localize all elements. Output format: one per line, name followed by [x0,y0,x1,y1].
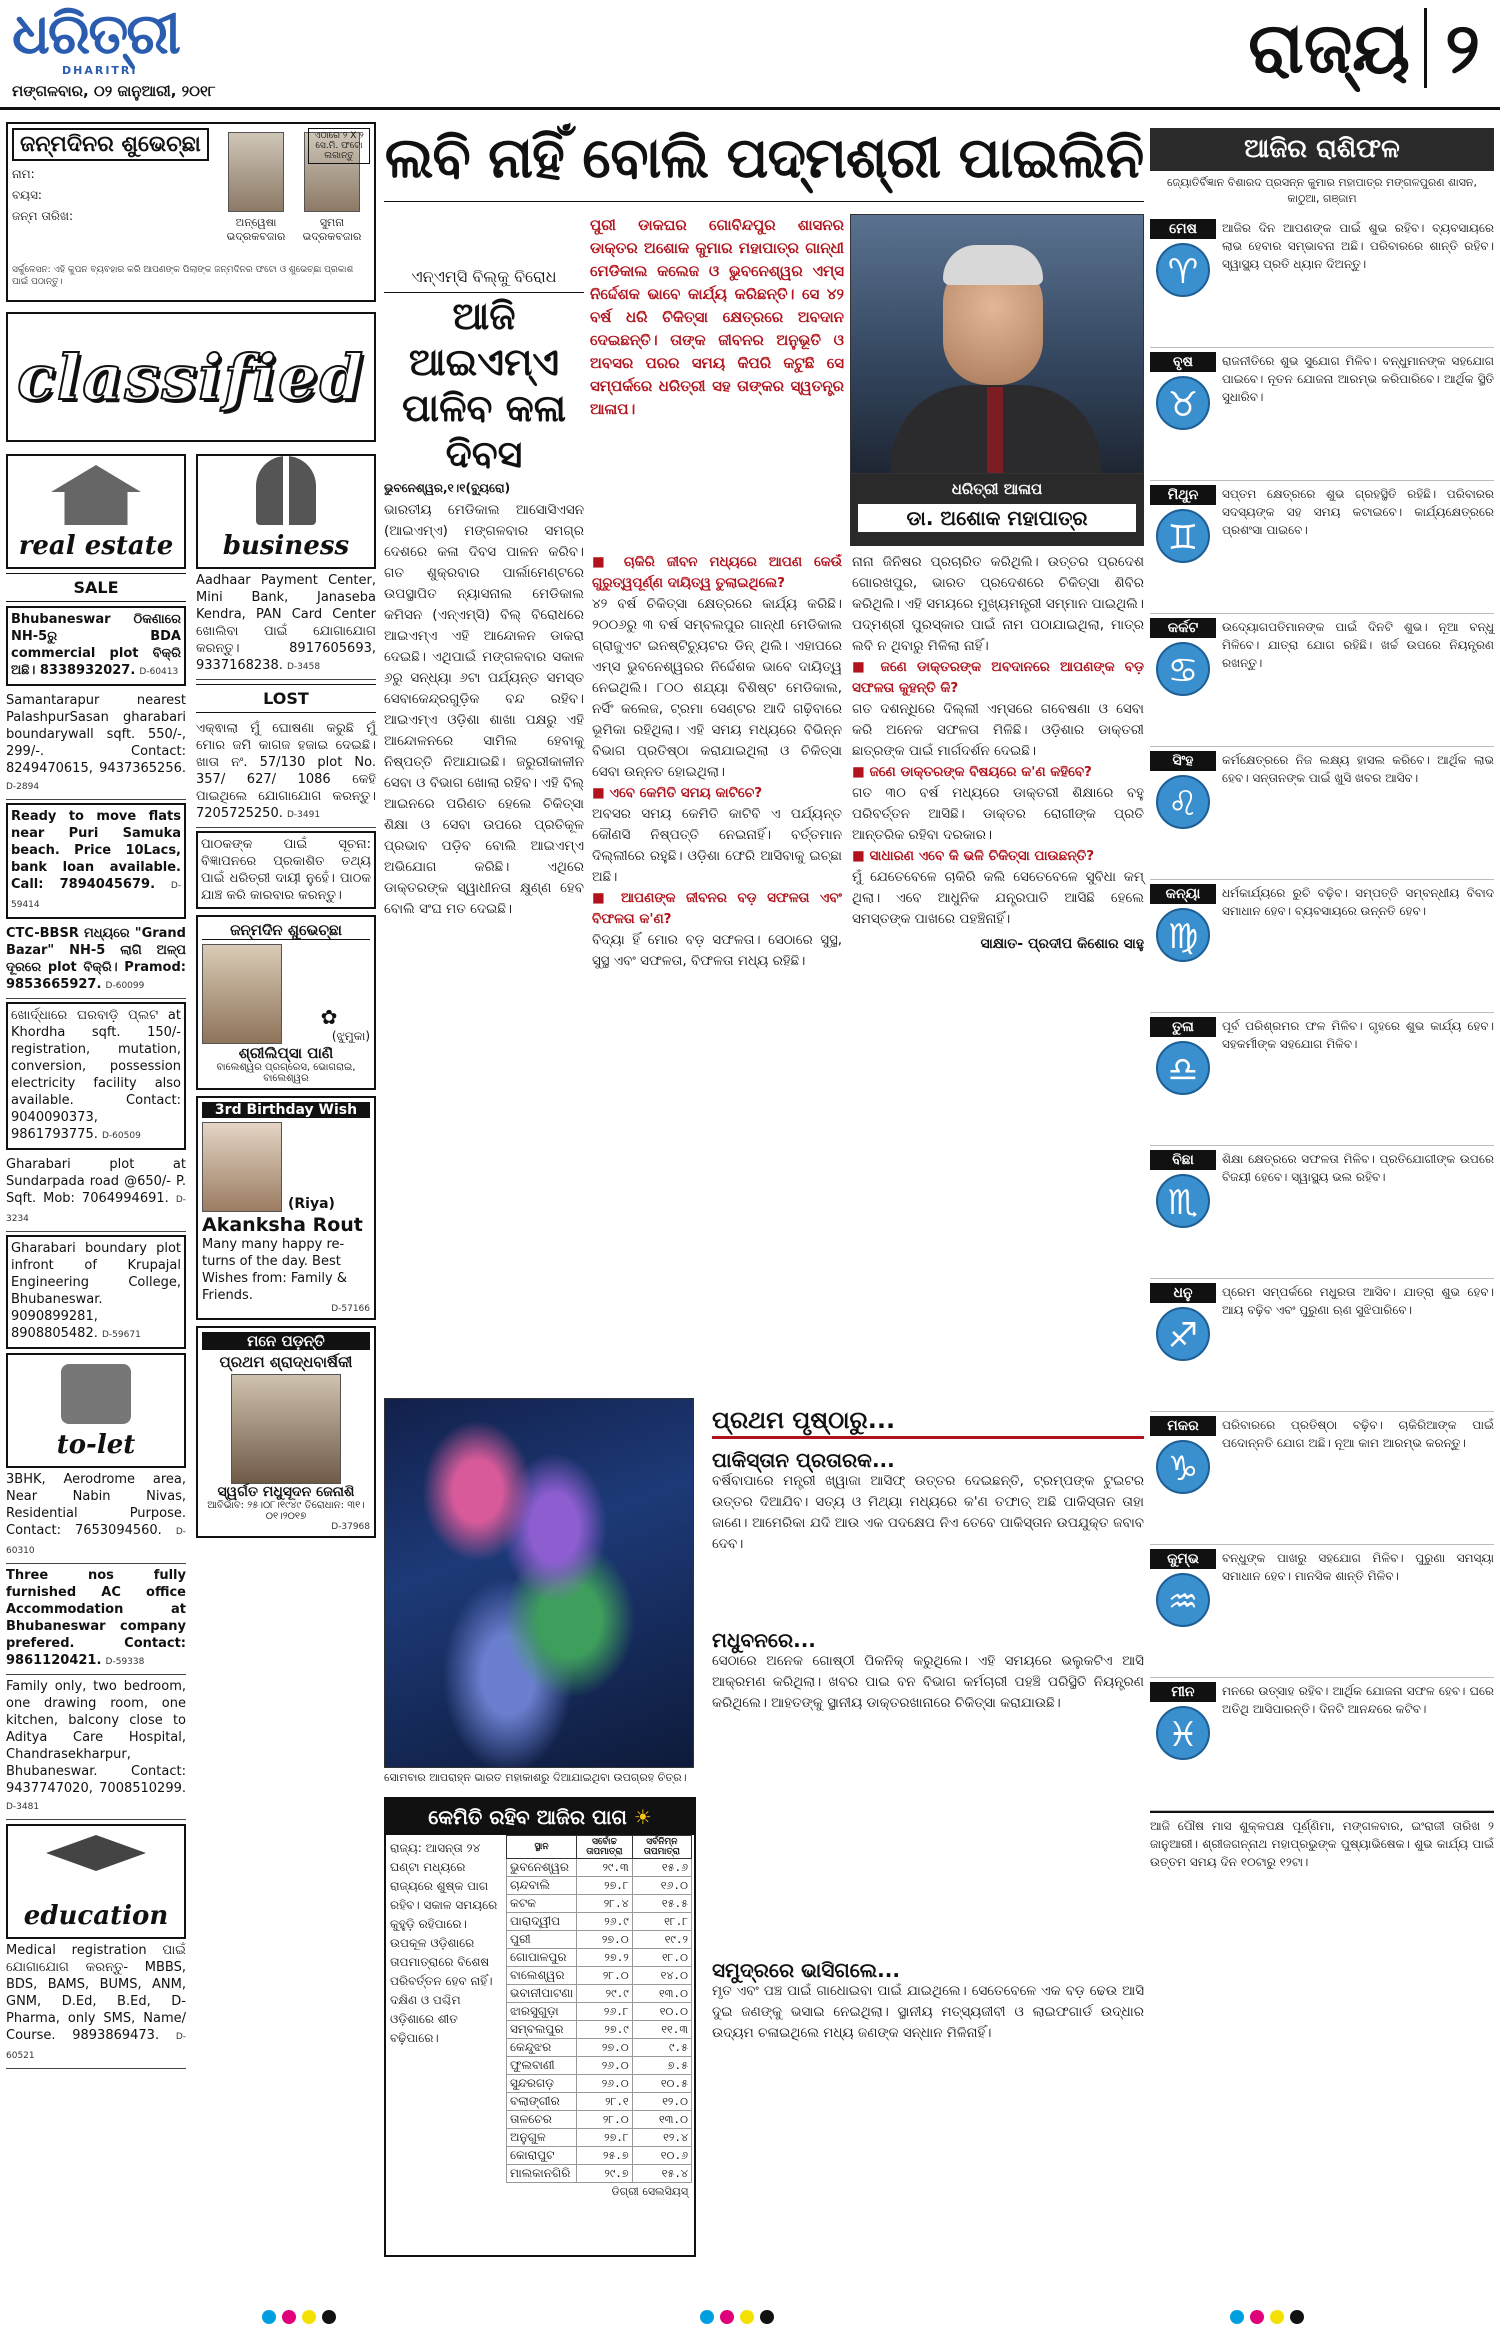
memorial-name: ସ୍ୱର୍ଗତ ମଧୁସୂଦନ ଜେନାଶି [217,1484,355,1500]
caption-name: ଡା. ଅଶୋକ ମହାପାତ୍ର [858,504,1136,532]
classified-ads [6,454,376,2335]
form-field-name: ନାମ: [12,167,35,181]
memorial-section: ମନେ ପଡ଼ନ୍ତି [202,1332,370,1350]
table-row [507,2111,692,2129]
zodiac-sign-icon: ♋ [1156,642,1210,696]
interview-answer: ଅବସର ସମୟ କେମିତି କାଟିବି ଏ ପର୍ଯ୍ୟନ୍ତ କୌଣସି ନିଷ୍ପତ୍ତି ନେଇନାହିଁ। ବର୍ତ୍ତମାନ ଦିଲ୍ଲୀରେ ରହୁଛି। ଓଡ଼ିଶା ଫେରି ଆସିବାକୁ ଇଚ୍ଛା ଅଛି। [592,806,842,885]
category-label: education [23,1901,169,1931]
rashi-item [1150,880,1494,1013]
max-temp-cell: ୨୭.୦ [577,2039,633,2057]
weather-title: କେମିତି ରହିବ ଆଜିର ପାଗ ☀ [386,1799,694,1835]
min-temp-cell: ୧୯.୨ [632,1931,691,1949]
rashi-item [1150,614,1494,747]
side-story-headline: ଆଜି ଆଇଏମ୍‌ଏ ପାଳିବ କଳା ଦିବସ [401,293,566,476]
birthday-wish-2 [196,1096,376,1320]
table-row [507,2003,692,2021]
ad-head-lost: LOST [196,684,376,713]
kid-name: ସୁମନା ଭଦ୍ରକବଜାର [302,216,362,243]
city-cell: ଗୋପାଳପୁର [507,1949,577,1967]
newspaper-logo [12,1,252,77]
rashi-name: ମିଥୁନ [1150,485,1216,505]
max-temp-cell: ୨୬.୯ [577,1913,633,1931]
max-temp-cell: ୨୭.୯ [577,2021,633,2039]
rashi-text: ଆଜିର ଦିନ ଆପଣଙ୍କ ପାଇଁ ଶୁଭ ରହିବ। ବ୍ୟବସାୟରେ ଲାଭ ହେବାର ସମ୍ଭାବନା ଅଛି। ପରିବାରରେ ଶାନ୍ତି ରହିବ। ସ୍ୱାସ୍ଥ୍ୟ ପ୍ରତି ଧ୍ୟାନ ଦିଅନ୍ତୁ। [1222,221,1494,271]
classified-ad: ଖୋର୍ଦ୍ଧାରେ ଘରବାଡ଼ି ପ୍ଲଟ at Khordha sqft. 150/- registration, mutation, conversion, possession electricity facility also available. Contact: 9040090373, 9861793775. D-60509 [6,1002,186,1150]
city-cell: କୋରାପୁଟ [507,2147,577,2165]
interview-answer: ମୁଁ ଯେତେବେଳେ ଚାକିରି କଲି ସେତେବେଳେ ସୁବିଧା କମ୍ ଥିଲା। ଏବେ ଆଧୁନିକ ଯନ୍ତ୍ରପାତି ଆସିଛି ହେଲେ ସମସ୍ତଙ୍କ ପାଖରେ ପହଞ୍ଚିନାହିଁ। [852,869,1144,927]
registration-dot [322,2310,336,2324]
kid-name: ଅନ୍ୱେଷା ଭଦ୍ରକବଜାର [226,216,286,243]
wish-message: Many many happy re-turns of the day. Best Wishes from: Family & Friends. [202,1237,347,1303]
category-to-let [6,1353,186,1468]
table-header: ସର୍ବୋଚ୍ଚ ତାପମାତ୍ରା [577,1836,633,1859]
photo-placeholder-note: ଏଠାରେ ୨ X ୨ ସେ.ମି. ଫଟୋ ଲଗାନ୍ତୁ [308,128,370,164]
city-cell: ଫୁଲବାଣୀ [507,2057,577,2075]
left-column [6,122,376,2335]
rashiphala-column [1150,128,1494,1871]
city-cell: ସୁନ୍ଦରଗଡ଼ [507,2075,577,2093]
memorial-photo [231,1374,341,1484]
zodiac-sign-icon: ♎ [1156,1041,1210,1095]
max-temp-cell: ୨୮.୧ [577,2093,633,2111]
rashi-list [1150,215,1494,1811]
interview-question: ■ ଚାକିରି ଜୀବନ ମଧ୍ୟରେ ଆପଣ କେଉଁ ଗୁରୁତ୍ୱପୂର୍ଣ୍ଣ ଦାୟିତ୍ୱ ତୁଲାଇଥିଲେ? [592,554,842,591]
rashi-text: ଉଦ୍ୟୋଗପତିମାନଙ୍କ ପାଇଁ ଦିନଟି ଶୁଭ। ନୂଆ ବନ୍ଧୁ ମିଳିବେ। ଯାତ୍ରା ଯୋଗ ରହିଛି। ଖର୍ଚ୍ଚ ଉପରେ ନିୟନ୍ତ୍ରଣ ରଖନ୍ତୁ। [1222,620,1494,670]
max-temp-cell: ୨୭.୨ [577,1949,633,1967]
rashi-item [1150,215,1494,348]
rashi-text: କର୍ମକ୍ଷେତ୍ରରେ ନିଜ ଲକ୍ଷ୍ୟ ହାସଲ କରିବେ। ଆର୍ଥିକ ଲାଭ ହେବ। ସନ୍ତାନଙ୍କ ପାଇଁ ଖୁସି ଖବର ଆସିବ। [1222,753,1494,785]
zodiac-sign-icon: ♐ [1156,1307,1210,1361]
rashi-name: କୁମ୍ଭ [1150,1549,1216,1569]
min-temp-cell: ୧୨.୪ [632,2129,691,2147]
sun-cloud-icon: ☀ [633,1805,652,1829]
classified-ad: Three nos fully furnished AC office Accommodation at Bhubaneswar company prefered. Contact: 9861120421. D-59338 [6,1564,186,1675]
birthday-coupon [6,122,376,302]
interview-answer: ବିଦ୍ୟା ହିଁ ମୋର ବଡ଼ ସଫଳତା। ସେଠାରେ ସୁସ୍ଥ, ସୁସ୍ଥ ଏବଂ ସଫଳତା, ବିଫଳତା ମଧ୍ୟ ରହିଛି। [592,932,842,969]
print-registration-marks [262,2310,336,2324]
carryover-title: ପାକିସ୍ତାନ ପ୍ରତାରକ... [712,1448,895,1472]
masthead [0,0,1500,110]
zodiac-sign-icon: ♒ [1156,1573,1210,1627]
rashi-item [1150,1412,1494,1545]
interview-column-2 [852,552,1144,955]
memorial-notice [196,1326,376,1538]
interview-question: ■ ଏବେ କେମିତି ସମୟ କାଟିଚେ? [592,785,763,801]
zodiac-sign-icon: ♓ [1156,1706,1210,1760]
max-temp-cell: ୨୯.୯ [577,1985,633,2003]
min-temp-cell: ୧୫.୪ [632,2165,691,2183]
max-temp-cell: ୨୮.୦ [577,1967,633,1985]
lead-headline: ଲବି ନାହିଁ ବୋଲି ପଦ୍ମଶ୍ରୀ ପାଇଲିନି [384,122,1144,202]
zodiac-sign-icon: ♊ [1156,509,1210,563]
max-temp-cell: ୨୮.୪ [577,1895,633,1913]
city-cell: ସମ୍ବଲପୁର [507,2021,577,2039]
category-label: to-let [56,1430,136,1460]
zodiac-sign-icon: ♈ [1156,243,1210,297]
max-temp-cell: ୨୯.୩ [577,1859,633,1877]
city-cell: ଭୁବନେଶ୍ୱର [507,1859,577,1877]
carryover-title: ସମୁଦ୍ରରେ ଭାସିଗଲେ... [712,1958,900,1982]
section-title: ରାଜ୍ୟ [1248,6,1410,89]
child-photo [202,944,282,1044]
birthday-coupon-title: ଜନ୍ମଦିନର ଶୁଭେଚ୍ଛା [12,128,209,161]
city-cell: ଅନୁଗୁଳ [507,2129,577,2147]
business-people-icon [256,456,316,525]
interview-answer: ଗତ ଦଶନ୍ଧିରେ ଦିଲ୍ଲୀ ଏମ୍ସରେ ଗବେଷଣା ଓ ସେବା କରି ଅନେକ ସଫଳତା ମିଳିଛି। ଓଡ଼ିଶାର ଡାକ୍ତରୀ ଛାତ୍ରଙ୍କ ପାଇଁ ମାର୍ଗଦର୍ଶନ ଦେଇଛି। [852,701,1144,759]
city-cell: ଭବାନୀପାଟଣା [507,1985,577,2003]
table-row [507,1877,692,1895]
max-temp-cell: ୨୬.୮ [577,2003,633,2021]
registration-dot [740,2310,754,2324]
city-cell: ମାଲକାନଗିରି [507,2165,577,2183]
classified-ad: Family only, two bedroom, one drawing room, one kitchen, balcony close to Aditya Care Hospital, Chandrasekharpur, Bhubaneswar. Contact: 9437747020, 7008510299. D-3481 [6,1675,186,1820]
panchang: ଆଜି ପୌଷ ମାସ ଶୁକ୍ଳପକ୍ଷ ପୂର୍ଣ୍ଣିମା, ମଙ୍ଗଳବାର, ଇଂରାଜୀ ତାରିଖ ୨ ଜାନୁଆରୀ। ଶ୍ରୀଜଗନ୍ନାଥ ମହାପ୍ରଭୁଙ୍କ ପୁଷ୍ୟାଭିଷେକ। ଶୁଭ କାର୍ଯ୍ୟ ପାଇଁ ଉତ୍ତମ ସମୟ ଦିନ ୧୦ଟାରୁ ୧୨ଟା। [1150,1811,1494,1871]
rashi-text: ଶିକ୍ଷା କ୍ଷେତ୍ରରେ ସଫଳତା ମିଳିବ। ପ୍ରତିଯୋଗୀଙ୍କ ଉପରେ ବିଜୟୀ ହେବେ। ସ୍ୱାସ୍ଥ୍ୟ ଭଲ ରହିବ। [1222,1152,1494,1184]
form-field-dob: ଜନ୍ମ ତାରିଖ: [12,209,74,223]
city-cell: ଝାରସୁଗୁଡ଼ା [507,2003,577,2021]
max-temp-cell: ୨୭.୮ [577,1877,633,1895]
coupon-note: ସର୍କୁଳେସନ: ଏହି କୁପନ ବ୍ୟବହାର କରି ଆପଣଙ୍କ ପିଲାଙ୍କ ଜନ୍ମଦିନର ଫଟୋ ଓ ଶୁଭେଚ୍ଛା ପ୍ରକାଶ ପାଇଁ ପଠାନ୍ତୁ। [12,265,354,287]
rashiphala-subtitle: ଜ୍ୟୋତିର୍ବିଜ୍ଞାନ ବିଶାରଦ ପ୍ରସନ୍ନ କୁମାର ମହାପାତ୍ର ମଙ୍ଗଳପୁରଣ ଶାସନ, କାଠୁଆ, ଗଞ୍ଜାମ [1167,176,1477,205]
min-temp-cell: ୧୦.୦ [632,2003,691,2021]
city-cell: କେନ୍ଦୁଝର [507,2039,577,2057]
logo-subtext: DHARITRI [62,64,138,77]
portrait-photo [850,214,1144,474]
registration-dot [262,2310,276,2324]
carryover-1 [712,1450,1144,1555]
classified-ad: Ready to move flats near Puri Samuka beach. Price 10Lacs, bank loan available. Call: 7894045679. D-59414 [6,803,186,919]
memorial-title: ପ୍ରଥମ ଶ୍ରାଦ୍ଧବାର୍ଷିକୀ [219,1353,353,1371]
unit-note: ଡିଗ୍ରୀ ସେଲସିୟସ୍ [611,2185,688,2198]
city-cell: ତାଳଚେର [507,2111,577,2129]
side-story-kicker: ଏନ୍‌ଏମ୍‌ସି ବିଲ୍‌କୁ ବିରୋଧ [384,266,584,293]
classified-ad: Gharabari plot at Sundarpada road @650/- P. Sqft. Mob: 7064994691. D-3234 [6,1153,186,1232]
table-row [507,1949,692,1967]
carryover-body: ବର୍ଷିବାପାରେ ମନ୍ତ୍ରୀ ଖ୍ୱାଜା ଆସିଫ୍ ଉତ୍ତର ଦେଇଛନ୍ତି, ଟ୍ରମ୍ପଙ୍କ ଟୁଇଟର ଉତ୍ତର ଦିଆଯିବ। ସତ୍ୟ ଓ ମିଥ୍ୟା ମଧ୍ୟରେ କ'ଣ ତଫାତ୍ ଅଛି ପାକିସ୍ତାନ ତାହା ଜାଣେ। ଆମେରିକା ଯଦି ଆଉ ଏକ ପଦକ୍ଷେପ ନିଏ ତେବେ ପାକିସ୍ତାନ ଉପଯୁକ୍ତ ଜବାବ ଦେବ। [712,1473,1144,1552]
min-temp-cell: ୧୫.୫ [632,1895,691,1913]
rashi-text: ବନ୍ଧୁଙ୍କ ପାଖରୁ ସହଯୋଗ ମିଳିବ। ପୁରୁଣା ସମସ୍ୟା ସମାଧାନ ହେବ। ମାନସିକ ଶାନ୍ତି ମିଳିବ। [1222,1551,1494,1583]
rashi-text: ସପ୍ତମ କ୍ଷେତ୍ରରେ ଶୁଭ ଗ୍ରହସ୍ଥିତି ରହିଛି। ପରିବାରର ସଦସ୍ୟଙ୍କ ସହ ସମୟ କଟାଇବେ। କାର୍ଯ୍ୟକ୍ଷେତ୍ରରେ ପ୍ରଶଂସା ପାଇବେ। [1222,487,1494,537]
rashi-item [1150,1678,1494,1811]
memorial-dates: ଆବିର୍ଭାବ: ୨୫।୦୮।୧୯୪୯ ତିରୋଧାନ: ୩୧।୦୧।୨୦୧୭ [207,1500,365,1522]
table-row [507,1967,692,1985]
to-let-sign-icon [61,1364,131,1424]
registration-dot [700,2310,714,2324]
zodiac-sign-icon: ♏ [1156,1174,1210,1228]
ad-code: D-37968 [331,1522,370,1532]
table-row [507,1913,692,1931]
min-temp-cell: ୧୩.୦ [632,2111,691,2129]
min-temp-cell: ୧୮.୮ [632,1913,691,1931]
wish-title: 3rd Birthday Wish [202,1102,370,1118]
photo-caption [850,474,1144,546]
print-registration-marks [700,2310,774,2324]
print-registration-marks [1230,2310,1304,2324]
classified-ad: ଏକ୍ଵାଲା ମୁଁ ଘୋଷଣା କରୁଛି ମୁଁ ମୋର ଜମି କାଗଜ ହଜାଇ ଦେଇଛି। ଖାତା ନଂ. 57/130 plot No. 357/ 627/ 1086 କେହି ପାଇଥିଲେ ଯୋଗାଯୋଗ କରନ୍ତୁ। 7205725250. D-3491 [196,717,376,828]
logo-text: ଧରିତ୍ରୀ [12,1,179,67]
rashi-name: ଧନୁ [1150,1283,1216,1303]
wish-nickname: (Riya) [288,1196,335,1212]
min-temp-cell: ୧୪.୦ [632,1967,691,1985]
rashi-item [1150,1545,1494,1678]
weather-box [384,1797,696,2257]
interview-question: ■ ଜଣେ ଡାକ୍ତରଙ୍କ ବିଷୟରେ କ'ଣ କହିବେ? [852,764,1092,780]
table-row [507,1931,692,1949]
registration-dot [302,2310,316,2324]
min-temp-cell: ୧୨.୦ [632,2093,691,2111]
classified-ad: 3BHK, Aerodrome area, Near Nabin Nivas, Residential Purpose. Contact: 7653094560. D-60310 [6,1468,186,1564]
table-row [507,2039,692,2057]
city-cell: ଚାନ୍ଦବାଲି [507,1877,577,1895]
city-cell: ବାଲେଶ୍ୱର [507,1967,577,1985]
rashi-item [1150,348,1494,481]
table-header: ସର୍ବନିମ୍ନ ତାପମାତ୍ରା [632,1836,691,1859]
classified-ad: CTC-BBSR ମଧ୍ୟରେ "Grand Bazar" NH-5 ଲାଗି ଅଳ୍ପ ଦୂରରେ plot ବିକ୍ରି। Pramod: 9853665927. D-60099 [6,922,186,999]
max-temp-cell: ୨୮.୦ [577,2111,633,2129]
table-row [507,2057,692,2075]
weather-summary: ରାଜ୍ୟ: ଆସନ୍ତା ୨୪ ଘଣ୍ଟା ମଧ୍ୟରେ ରାଜ୍ୟରେ ଶୁଷ୍କ ପାଗ ରହିବ। ସକାଳ ସମୟରେ କୁହୁଡ଼ି ରହିପାରେ। ଉପକୂଳ ଓଡ଼ିଶାରେ ତାପମାତ୍ରାରେ ବିଶେଷ ପରିବର୍ତ୍ତନ ହେବ ନାହିଁ। ଦକ୍ଷିଣ ଓ ପଶ୍ଚିମ ଓଡ଼ିଶାରେ ଶୀତ ବଢ଼ିପାରେ। [390,1841,498,2045]
table-row [507,1859,692,1877]
registration-dot [1230,2310,1244,2324]
rashi-text: ପରିବାରରେ ପ୍ରତିଷ୍ଠା ବଢ଼ିବ। ଚାକିରିଆଙ୍କ ପାଇଁ ପଦୋନ୍ନତି ଯୋଗ ଅଛି। ନୂଆ କାମ ଆରମ୍ଭ କରନ୍ତୁ। [1222,1418,1494,1450]
interview-column-1 [592,552,842,972]
rashi-text: ମନରେ ଉତ୍ସାହ ରହିବ। ଆର୍ଥିକ ଯୋଜନା ସଫଳ ହେବ। ଘରେ ଅତିଥି ଆସିପାରନ୍ତି। ଦିନଟି ଆନନ୍ଦରେ କଟିବ। [1222,1684,1494,1716]
max-temp-cell: ୨୭.୦ [577,1931,633,1949]
category-education [6,1824,186,1939]
reader-notice: ପାଠକଙ୍କ ପାଇଁ ସୂଚନା: ବିଜ୍ଞାପନରେ ପ୍ରକାଶିତ ତଥ୍ୟ ପାଇଁ ଧରିତ୍ରୀ ଦାୟୀ ନୁହେଁ। ପାଠକ ଯାଞ୍ଚ କରି କାରବାର କରନ୍ତୁ। [196,831,376,909]
classified-ad: Aadhaar Payment Center, Mini Bank, Janaseba Kendra, PAN Card Center ଖୋଲିବା ପାଇଁ ଯୋଗାଯୋଗ କରନ୍ତୁ। 8917605693, 9337168238. D-3458 [196,569,376,680]
min-temp-cell: ୧୩.୦ [632,1985,691,2003]
wish-address: ବାଲେଶ୍ୱର ପ୍ରଗ୍ରେସ, ଭୋଗରାଇ, ବାଲେଶ୍ୱର [216,1062,356,1084]
category-label: real estate [18,531,174,561]
rashi-name: ବୃଷ [1150,352,1216,372]
table-row [507,2129,692,2147]
max-temp-cell: ୨୬.୦ [577,2057,633,2075]
min-temp-cell: ୧୦.୬ [632,2147,691,2165]
rashi-text: ରାଜନୀତିରେ ଶୁଭ ସୁଯୋଗ ମିଳିବ। ବନ୍ଧୁମାନଙ୍କ ସହଯୋଗ ପାଇବେ। ନୂତନ ଯୋଜନା ଆରମ୍ଭ କରିପାରିବେ। ଆର୍ଥିକ ସ୍ଥିତି ସୁଧାରିବ। [1222,354,1494,404]
classified-ad: Medical registration ପାଇଁ ଯୋଗାଯୋଗ କରନ୍ତୁ- MBBS, BDS, BAMS, BUMS, ANM, GNM, D.Ed, B.Ed, D-Pharma, only SMS, Name/ Course. 9893869473. D-60521 [6,1939,186,2069]
min-temp-cell: ୧୦.୫ [632,2075,691,2093]
min-temp-cell: ୧୮.୦ [632,1949,691,1967]
min-temp-cell: ୧୬.୦ [632,1877,691,1895]
registration-dot [282,2310,296,2324]
ad-code: D-57166 [331,1304,370,1314]
table-row [507,2165,692,2183]
carryover-3 [712,1960,1144,2044]
wish-name: Akanksha Rout [202,1214,363,1236]
classified-ad: Samantarapur nearest PalashpurSasan gharabari boundarywall sqft. 550/-, 299/-. Contact: 8249470615, 9437365256. D-2894 [6,689,186,800]
rashi-name: ସିଂହ [1150,751,1216,771]
wish-name: ଶ୍ରୀଲିପ୍ସା ପାଣି [238,1044,334,1062]
carryover-2 [712,1630,1144,1714]
min-temp-cell: ୭.୫ [632,2057,691,2075]
interview-question: ■ ଜଣେ ଡାକ୍ତରଙ୍କ ଅବଦାନରେ ଆପଣଙ୍କ ବଡ଼ ସଫଳତା କୁହନ୍ତି କି? [852,659,1144,696]
rashi-item [1150,1146,1494,1279]
min-temp-cell: ୧୫.୬ [632,1859,691,1877]
zodiac-sign-icon: ♌ [1156,775,1210,829]
rashi-name: କନ୍ୟା [1150,884,1216,904]
table-row [507,2147,692,2165]
category-business [196,454,376,569]
registration-dot [1270,2310,1284,2324]
rashi-item [1150,1013,1494,1146]
table-row [507,2075,692,2093]
table-row [507,2021,692,2039]
classified-ad: Bhubaneswar ଠିକଣାରେ NH-5ରୁ BDA commercial plot ବିକ୍ରି ଅଛି। 8338932027. D-60413 [6,606,186,686]
rashi-name: ମୀନ [1150,1682,1216,1702]
ads-column-1 [6,454,186,2069]
interview-answer: ଗତ ୩୦ ବର୍ଷ ମଧ୍ୟରେ ଡାକ୍ତରୀ ଶିକ୍ଷାରେ ବହୁ ପରିବର୍ତ୍ତନ ଆସିଛି। ଡାକ୍ତର ରୋଗୀଙ୍କ ପ୍ରତି ଆନ୍ତରିକ ରହିବା ଦରକାର। [852,785,1144,843]
city-cell: ପାରାଦ୍ୱୀପ [507,1913,577,1931]
rashi-item [1150,481,1494,614]
side-story [384,266,584,920]
byline: ସାକ୍ଷାତ- ପ୍ରଦୀପ କିଶୋର ସାହୁ [980,936,1144,952]
rashi-item [1150,747,1494,880]
table-header: ସ୍ଥାନ [507,1836,577,1859]
rashi-text: ପ୍ରେମ ସମ୍ପର୍କରେ ମଧୁରତା ଆସିବ। ଯାତ୍ରା ଶୁଭ ହେବ। ଆୟ ବଢ଼ିବ ଏବଂ ପୁରୁଣା ଋଣ ସୁଝିପାରିବେ। [1222,1285,1494,1317]
rashi-name: ମକର [1150,1416,1216,1436]
house-icon [51,465,141,525]
form-field-age: ବୟସ: [12,188,42,202]
rashi-name: ବିଛା [1150,1150,1216,1170]
city-cell: ପୁରୀ [507,1931,577,1949]
page-number: ୨ [1424,8,1480,88]
table-row [507,1895,692,1913]
lead-deck: ପୁରୀ ଡାକଘର ଗୋବିନ୍ଦପୁର ଶାସନର ଡାକ୍ତର ଅଶୋକ କୁମାର ମହାପାତ୍ର ଗାନ୍ଧୀ ମେଡିକାଲ କଲେଜ ଓ ଭୁବନେଶ୍ୱର ଏମ୍ସ ନିର୍ଦ୍ଦେଶକ ଭାବେ କାର୍ଯ୍ୟ କରିଛନ୍ତି। ସେ ୪୨ ବର୍ଷ ଧରି ଚିକିତ୍ସା କ୍ଷେତ୍ରରେ ଅବଦାନ ଦେଇଛନ୍ତି। ତାଙ୍କ ଜୀବନର ଅନୁଭୂତି ଓ ଅବସର ପରର ସମୟ କିପରି କଟୁଛି ସେ ସମ୍ପର୍କରେ ଧରିତ୍ରୀ ସହ ତାଙ୍କର ସ୍ୱତନ୍ତ୍ର ଆଳାପ। [590,216,844,418]
zodiac-sign-icon: ♑ [1156,1440,1210,1494]
category-label: business [222,531,350,561]
child-photo [202,1122,282,1212]
carryover-body: ସେଠାରେ ଅନେକ ଗୋଷ୍ଠୀ ପିକନିକ୍ କରୁଥିଲେ। ଏହି ସମୟରେ ଭଲୁକଟିଏ ଆସି ଆକ୍ରମଣ କରିଥିଲା। ଖବର ପାଇ ବନ ବିଭାଗ କର୍ମଚାରୀ ପହଞ୍ଚି ପରିସ୍ଥିତି ନିୟନ୍ତ୍ରଣ କରିଥିଲେ। ଆହତଙ୍କୁ ସ୍ଥାନୀୟ ଡାକ୍ତରଖାନାରେ ଚିକିତ୍ସା କରାଯାଉଛି। [712,1653,1144,1711]
wish-title: ଜନ୍ମଦିନ ଶୁଭେଚ୍ଛା [202,921,370,940]
table-row [507,1985,692,2003]
interview-answer: ନାନା ଜିନିଷର ପ୍ରଚାରିତ କରିଥିଲି। ଉତ୍ତର ପ୍ରଦେଶ ଗୋରଖପୁର, ଭାରତ ପ୍ରଦେଶରେ ଚିକିତ୍ସା ଶିବିର କରିଥିଲି। ଏହି ସମୟରେ ମୁଖ୍ୟମନ୍ତ୍ରୀ ସମ୍ମାନ ପାଇଥିଲି। ପଦ୍ମଶ୍ରୀ ପୁରସ୍କାର ପାଇଁ ନାମ ପଠାଯାଇଥିଲା, ମାତ୍ର ଲବି ନ ଥିବାରୁ ମିଳିଲା ନାହିଁ। [852,554,1144,654]
rashi-text: ପୂର୍ବ ପରିଶ୍ରମର ଫଳ ମିଳିବ। ଗୃହରେ ଶୁଭ କାର୍ଯ୍ୟ ହେବ। ସହକର୍ମୀଙ୍କ ସହଯୋଗ ମିଳିବ। [1222,1019,1494,1051]
rashi-name: କର୍କଟ [1150,618,1216,638]
zodiac-sign-icon: ♍ [1156,908,1210,962]
side-story-body: ଭାରତୀୟ ମେଡିକାଲ ଆସୋସିଏସନ (ଆଇଏମ୍‌ଏ) ମଙ୍ଗଳବାର ସମଗ୍ର ଦେଶରେ କଳା ଦିବସ ପାଳନ କରିବ। ଗତ ଶୁକ୍ରବାର ପାର୍ଲାମେଣ୍ଟରେ ଉପସ୍ଥାପିତ ନ୍ୟାସନାଲ ମେଡିକାଲ କମିସନ (ଏନ୍‌ଏମ୍‌ସି) ବିଲ୍ ବିରୋଧରେ ଆଇଏମ୍‌ଏ ଏହି ଆନ୍ଦୋଳନ ଡାକରା ଦେଇଛି। ଏଥିପାଇଁ ମଙ୍ଗଳବାର ସକାଳ ୬ରୁ ସନ୍ଧ୍ୟା ୬ଟା ପର୍ଯ୍ୟନ୍ତ ସମସ୍ତ ସେବାକେନ୍ଦ୍ରଗୁଡ଼ିକ ବନ୍ଦ ରହିବ। ଆଇଏମ୍‌ଏ ଓଡ଼ିଶା ଶାଖା ପକ୍ଷରୁ ଏହି ଆନ୍ଦୋଳନରେ ସାମିଲ ହେବାକୁ ନିଷ୍ପତ୍ତି ନିଆଯାଇଛି। ଜରୁରୀକାଳୀନ ସେବା ଓ ବିଭାଗ ଖୋଲା ରହିବ। ଏହି ବିଲ୍ ଆଇନରେ ପରିଣତ ହେଲେ ଚିକିତ୍ସା ଶିକ୍ଷା ଓ ସେବା ଉପରେ ପ୍ରତିକୂଳ ପ୍ରଭାବ ପଡ଼ିବ ବୋଲି ଆଇଏମ୍‌ଏ ଅଭିଯୋଗ କରିଛି। ଏଥିରେ ଡାକ୍ତରଙ୍କ ସ୍ୱାଧୀନତା କ୍ଷୁଣ୍ଣ ହେବ ବୋଲି ସଂଘ ମତ ଦେଇଛି। [384,502,584,917]
kid-photo [228,132,284,212]
wish-nickname: (ଝୁମୁକା) [331,1029,370,1043]
interview-question: ■ ଆପଣଙ୍କ ଜୀବନର ବଡ଼ ସଫଳତା ଏବଂ ବିଫଳତା କ'ଣ? [592,890,842,927]
registration-dot [1250,2310,1264,2324]
max-temp-cell: ୨୭.୮ [577,2129,633,2147]
min-temp-cell: ୯.୫ [632,2039,691,2057]
caption-label: ଧରିତ୍ରୀ ଆଳାପ [951,480,1043,498]
max-temp-cell: ୨୬.୦ [577,2075,633,2093]
graduation-cap-icon [46,1835,146,1895]
satellite-image [384,1398,694,1768]
category-real-estate [6,454,186,569]
satellite-caption: ସୋମବାର ଆପରାହ୍ନ ଭାରତ ମହାକାଶରୁ ଦିଆଯାଇଥିବା ଉପଗ୍ରହ ଚିତ୍ର। [384,1771,687,1784]
dateline: ମଙ୍ଗଳବାର, ୦୨ ଜାନୁଆରୀ, ୨୦୧୮ [12,82,216,100]
flower-icon: ✿ [320,1005,338,1029]
rashi-name: ତୁଳା [1150,1017,1216,1037]
front-page-refs-head: ପ୍ରଥମ ପୃଷ୍ଠାରୁ... [712,1406,1144,1439]
classified-ad: Gharabari boundary plot infront of Krupajal Engineering College, Bhubaneswar. 9090899281, 8908805482. D-59671 [6,1235,186,1349]
registration-dot [1290,2310,1304,2324]
ad-head-sale: SALE [6,573,186,602]
zodiac-sign-icon: ♉ [1156,376,1210,430]
city-cell: ବଲାଙ୍ଗୀର [507,2093,577,2111]
birthday-wish-1 [196,915,376,1090]
table-row [507,2093,692,2111]
registration-dot [720,2310,734,2324]
registration-dot [760,2310,774,2324]
temperature-table [506,1835,692,2183]
side-story-dateline: ଭୁବନେଶ୍ୱର,୧।୧(ବ୍ୟୁରୋ) [384,481,511,495]
carryover-body: ମୃତ ଏବଂ ପଞ୍ଚ ପାଇଁ ଗାଧୋଇବା ପାଇଁ ଯାଇଥିଲେ। ସେତେବେଳେ ଏକ ବଡ଼ ଢେଉ ଆସି ଦୁଇ ଜଣଙ୍କୁ ଭସାଇ ନେଇଥିଲା। ସ୍ଥାନୀୟ ମତ୍ସ୍ୟଜୀବୀ ଓ ଲାଇଫଗାର୍ଡ ଉଦ୍ଧାର ଉଦ୍ୟମ ଚଳାଇଥିଲେ ମଧ୍ୟ ଜଣଙ୍କ ସନ୍ଧାନ ମିଳିନାହିଁ। [712,1983,1144,2041]
carryover-title: ମଧୁବନରେ... [712,1628,816,1652]
interview-answer: ୪୨ ବର୍ଷ ଚିକିତ୍ସା କ୍ଷେତ୍ରରେ କାର୍ଯ୍ୟ କରିଛି। ୨୦୦୬ରୁ ୩ ବର୍ଷ ସମ୍ବଲପୁର ଗାନ୍ଧୀ ମେଡିକାଲ ଗ୍ରାଜୁଏଟ ଇନଷ୍ଟିଚ୍ୟୁଟର ଡିନ୍ ଥିଲି। ଏହାପରେ ଏମ୍ସ ଭୁବନେଶ୍ୱରର ନିର୍ଦ୍ଦେଶକ ଭାବେ ଦାୟିତ୍ୱ ନେଇଥିଲି। ୮୦୦ ଶଯ୍ୟା ବିଶିଷ୍ଟ ମେଡିକାଲ, ନର୍ସିଂ କଲେଜ, ଟ୍ରମା ସେଣ୍ଟର ଆଦି ଗଢ଼ିବାରେ ଭୂମିକା ରହିଥିଲା। ଏହି ସମୟ ମଧ୍ୟରେ ବିଭିନ୍ନ ବିଭାଗ ପ୍ରତିଷ୍ଠା କରାଯାଇଥିଲା ଓ ଚିକିତ୍ସା ସେବା ଉନ୍ନତ ହୋଇଥିଲା। [592,596,842,780]
rashi-name: ମେଷ [1150,219,1216,239]
max-temp-cell: ୨୫.୭ [577,2147,633,2165]
classified-banner: classified [6,312,376,442]
rashi-text: ଧର୍ମକାର୍ଯ୍ୟରେ ରୁଚି ବଢ଼ିବ। ସମ୍ପତ୍ତି ସମ୍ବନ୍ଧୀୟ ବିବାଦ ସମାଧାନ ହେବ। ବ୍ୟବସାୟରେ ଉନ୍ନତି ହେବ। [1222,886,1494,918]
min-temp-cell: ୧୧.୩ [632,2021,691,2039]
rashi-item [1150,1279,1494,1412]
interview-question: ■ ସାଧାରଣ ଏବେ କି ଭଳି ଚିକିତ୍ସା ପାଉଛନ୍ତି? [852,848,1095,864]
rashiphala-title: ଆଜିର ରାଶିଫଳ [1150,128,1494,171]
ads-column-2 [196,454,376,1538]
city-cell: କଟକ [507,1895,577,1913]
max-temp-cell: ୨୯.୭ [577,2165,633,2183]
